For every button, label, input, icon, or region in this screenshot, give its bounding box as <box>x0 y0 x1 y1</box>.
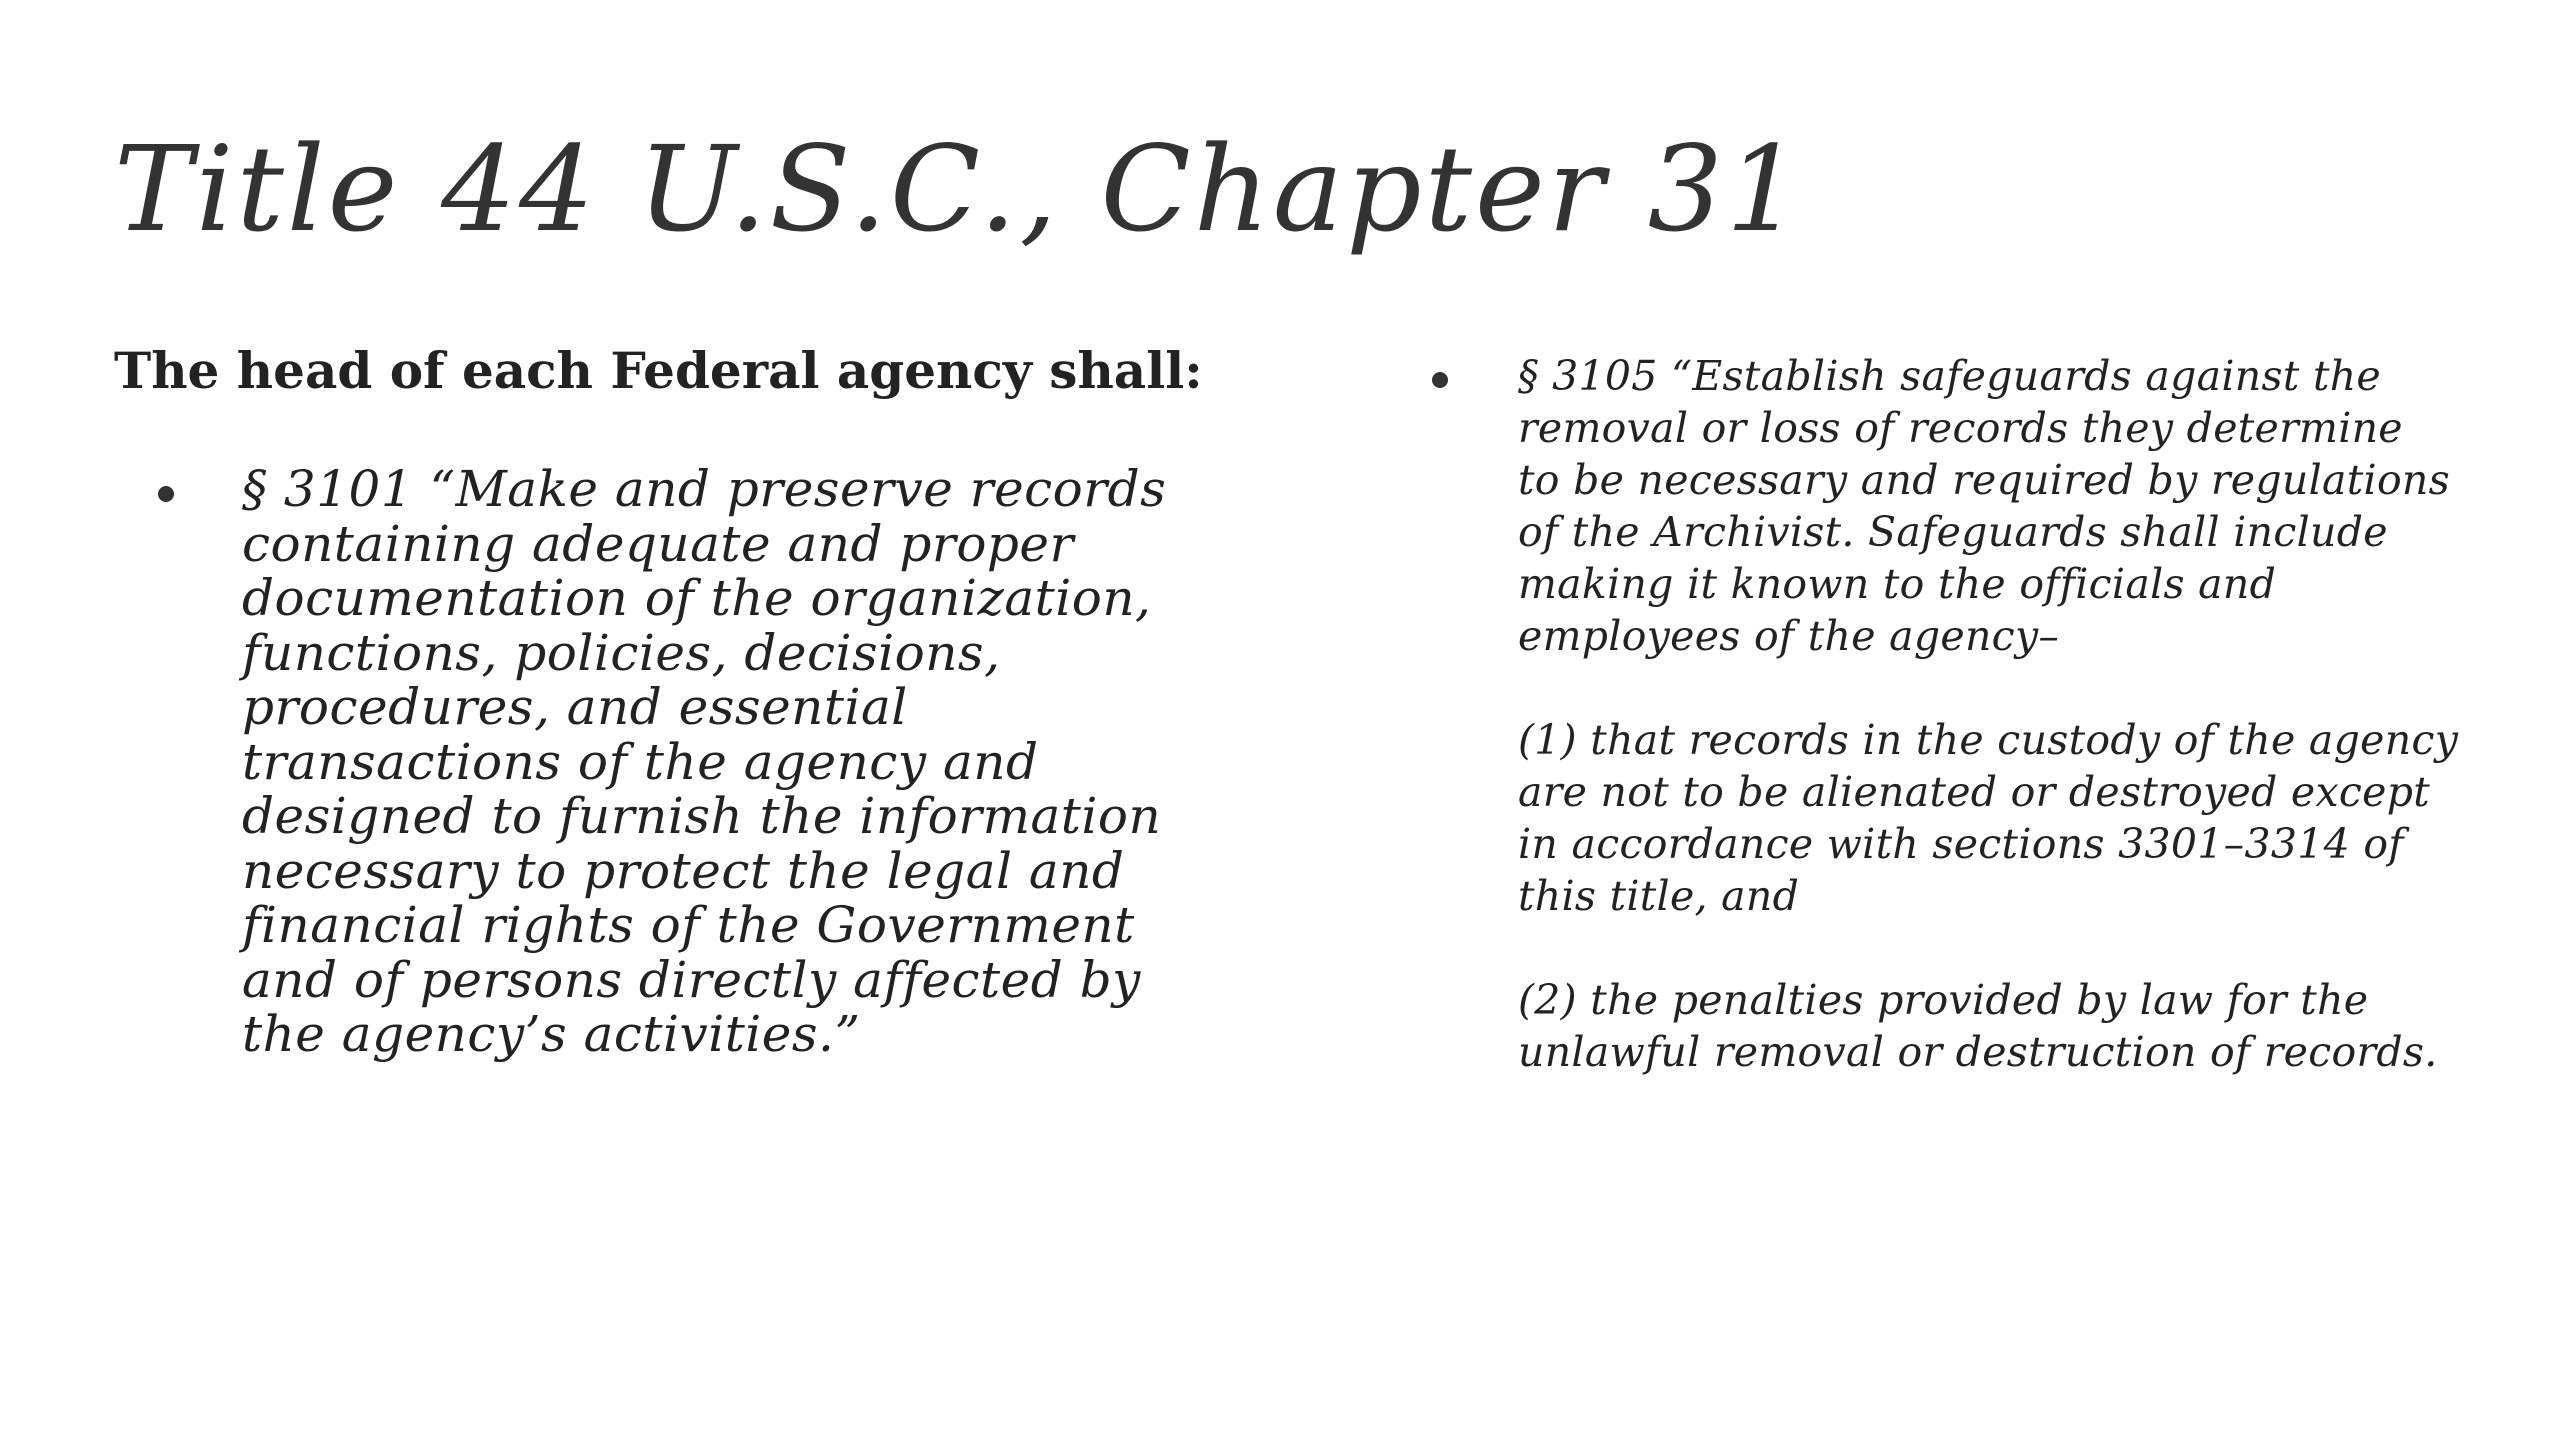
clause-2-text: (2) the penalties provided by law for the unlawful removal or destruction of records. <box>1518 976 2438 1076</box>
intro-text: The head of each Federal agency shall: <box>114 341 1203 400</box>
left-bullet-list <box>114 462 1214 1062</box>
section-3105-quote: § 3105 “Establish safeguards against the removal or loss of records they determine to be necessary and required by regulations of the Archivist. Safeguards shall include making it known to the officials and employees of the agency– <box>1518 352 2450 660</box>
right-column <box>1426 350 2526 1078</box>
section-3101-quote: § 3101 “Make and preserve records containing adequate and proper documentation of the organization, functions, policies, decisions, procedures, and essential transactions of the agency and designed to furnish the information necessary to protect the legal and financial rights of the Government and of persons directly affected by the agency’s activities.” <box>242 460 1167 1063</box>
bullet-dot-icon <box>158 486 174 502</box>
left-column <box>114 338 1214 1062</box>
bullet-item-3105 <box>1426 350 2526 1078</box>
slide-title: Title 44 U.S.C., Chapter 31 <box>114 120 1804 258</box>
right-bullet-list <box>1426 350 2526 1078</box>
bullet-dot-icon <box>1432 372 1448 388</box>
bullet-item-3101 <box>114 462 1214 1062</box>
clause-1-text: (1) that records in the custody of the agency are not to be alienated or destroyed except in accordance with sections 3301–3314 of this title, and <box>1518 716 2459 920</box>
